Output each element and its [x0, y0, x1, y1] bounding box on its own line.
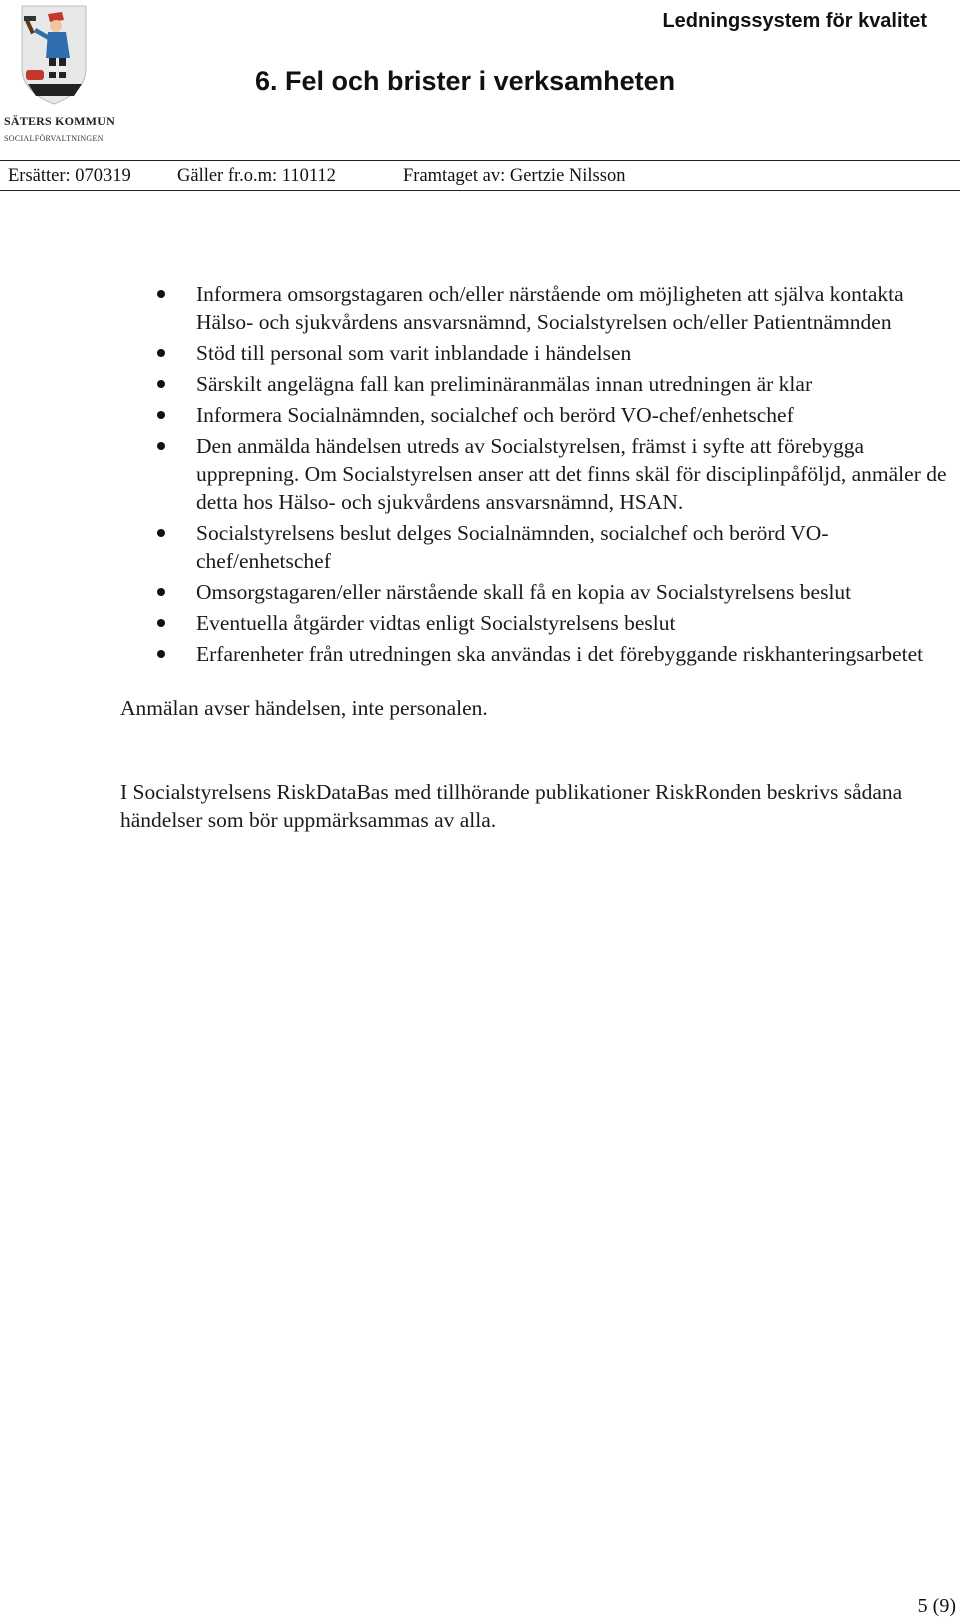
document-body: [120, 280, 950, 834]
bullet-icon: [157, 380, 165, 388]
bullet-icon: [157, 411, 165, 419]
header-divider-top: [0, 160, 960, 161]
page-title: 6. Fel och brister i verksamheten: [255, 66, 676, 96]
list-item: [120, 578, 950, 606]
list-item: [120, 519, 950, 575]
bullet-icon: [157, 442, 165, 450]
list-item-text: Stöd till personal som varit inblandade i händelsen: [196, 341, 632, 365]
list-item: [120, 432, 950, 516]
list-item-text: Särskilt angelägna fall kan preliminäranmälas innan utredningen är klar: [196, 372, 813, 396]
list-item: [120, 280, 950, 336]
valid-from-date: Gäller fr.o.m: 110112: [177, 166, 336, 186]
list-item: [120, 609, 950, 637]
procedure-list: [120, 280, 950, 668]
list-item-text: Socialstyrelsens beslut delges Socialnämnden, socialchef och berörd VO-chef/enhetschef: [196, 521, 829, 573]
list-item-text: Informera Socialnämnden, socialchef och berörd VO-chef/enhetschef: [196, 403, 794, 427]
bullet-icon: [157, 290, 165, 298]
replaces-date: Ersätter: 070319: [8, 166, 131, 186]
bullet-icon: [157, 650, 165, 658]
header-divider-bottom: [0, 190, 960, 191]
bullet-icon: [157, 619, 165, 627]
list-item: [120, 339, 950, 367]
list-item-text: Erfarenheter från utredningen ska användas i det förebyggande riskhanteringsarbetet: [196, 642, 924, 666]
bullet-icon: [157, 349, 165, 357]
list-item: [120, 370, 950, 398]
list-item-text: Informera omsorgstagaren och/eller närstående om möjligheten att själva kontakta Hälso- och sjukvårdens ansvarsnämnd, Socialstyrelsen och/eller Patientnämnden: [196, 282, 904, 334]
list-item-text: Omsorgstagaren/eller närstående skall få en kopia av Socialstyrelsens beslut: [196, 580, 852, 604]
bullet-icon: [157, 588, 165, 596]
page-number: 5 (9): [917, 1595, 956, 1617]
list-item: [120, 640, 950, 668]
list-item-text: Eventuella åtgärder vidtas enligt Socialstyrelsens beslut: [196, 611, 676, 635]
logo-subname: SOCIALFÖRVALTNINGEN: [4, 134, 104, 143]
list-item: [120, 401, 950, 429]
municipality-logo: [4, 4, 120, 150]
bullet-icon: [157, 529, 165, 537]
prepared-by: Framtaget av: Gertzie Nilsson: [403, 166, 626, 186]
logo-name: SÄTERS KOMMUN: [4, 114, 115, 128]
list-item-text: Den anmälda händelsen utreds av Socialstyrelsen, främst i syfte att förebygga upprepning. Om Socialstyrelsen anser att det finns skäl för disciplinpåföljd, anmäler de detta hos Hälso- och sjukvårdens ansvarsnämnd, HSAN.: [196, 434, 947, 514]
paragraph-riskdatabas: I Socialstyrelsens RiskDataBas med tillhörande publikationer RiskRonden beskrivs sådana händelser som bör uppmärksammas av alla.: [120, 780, 903, 832]
paragraph-report-scope: Anmälan avser händelsen, inte personalen.: [120, 696, 488, 720]
coat-of-arms-icon: [4, 4, 120, 112]
system-title: Ledningssystem för kvalitet: [662, 10, 927, 32]
